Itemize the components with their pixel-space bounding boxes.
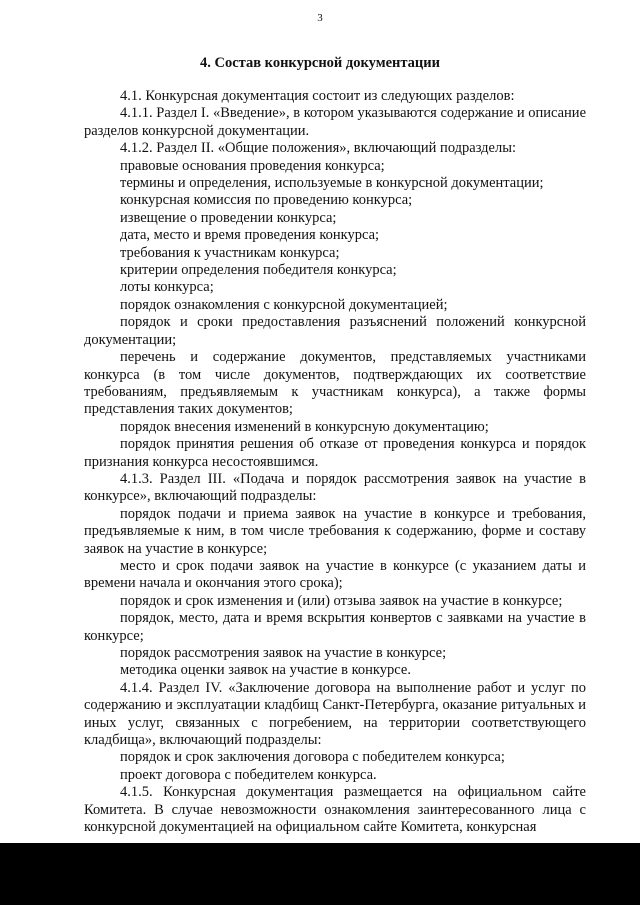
list-item: конкурсная комиссия по проведению конкурса; (120, 192, 413, 209)
list-item: правовые основания проведения конкурса; (120, 157, 385, 174)
list-item: перечень и содержание документов, представляемых участниками конкурса (в том числе документов, подтверждающих их соответствие требованиям, предъявляемым к участникам конкурса), а также формы представления таких документов; (84, 349, 586, 418)
list-item: порядок и срок изменения и (или) отзыва заявок на участие в конкурсе; (120, 592, 563, 609)
list-item: проект договора с победителем конкурса. (120, 766, 377, 783)
list-item: методика оценки заявок на участие в конкурсе. (120, 662, 411, 679)
scan-bottom-edge (0, 843, 640, 905)
list-item: порядок и сроки предоставления разъяснений положений конкурсной документации; (84, 314, 586, 348)
page-number: 3 (317, 12, 323, 24)
document-body (84, 88, 586, 836)
list-item: место и срок подачи заявок на участие в конкурсе (с указанием даты и времени начала и окончания этого срока); (84, 557, 586, 592)
section-heading: 4. Состав конкурсной документации (200, 55, 440, 71)
paragraph-4-1: 4.1. Конкурсная документация состоит из следующих разделов: (120, 88, 515, 104)
list-item: извещение о проведении конкурса; (120, 209, 337, 226)
paragraph-4-1-5: 4.1.5. Конкурсная документация размещается на официальном сайте Комитета. В случае невозможности ознакомления заинтересованного лица с конкурсной документацией на официальном сайте Комитета, конкурсная (84, 784, 586, 836)
list-item: порядок подачи и приема заявок на участие в конкурсе и требования, предъявляемые к ним, в том числе требования к содержанию, форме и составу заявок на участие в конкурсе; (84, 505, 586, 557)
list-item: порядок внесения изменений в конкурсную документацию; (120, 418, 489, 435)
list-item: критерии определения победителя конкурса; (120, 262, 397, 279)
list-item: лоты конкурса; (120, 279, 214, 296)
list-item: порядок, место, дата и время вскрытия конвертов с заявками на участие в конкурсе; (84, 610, 586, 644)
paragraph-4-1-2: 4.1.2. Раздел II. «Общие положения», включающий подразделы: (120, 140, 516, 157)
paragraph-4-1-3: 4.1.3. Раздел III. «Подача и порядок рассмотрения заявок на участие в конкурсе», включающий подразделы: (84, 470, 586, 505)
list-item: порядок ознакомления с конкурсной документацией; (120, 296, 448, 313)
paragraph-4-1-1: 4.1.1. Раздел I. «Введение», в котором указываются содержание и описание разделов конкурсной документации. (84, 105, 586, 139)
list-item: порядок рассмотрения заявок на участие в конкурсе; (120, 645, 447, 661)
list-item: термины и определения, используемые в конкурсной документации; (120, 175, 544, 192)
list-item: требования к участникам конкурса; (120, 244, 340, 261)
list-item: порядок и срок заключения договора с победителем конкурса; (120, 749, 505, 766)
list-item: дата, место и время проведения конкурса; (120, 227, 380, 244)
paragraph-4-1-4: 4.1.4. Раздел IV. «Заключение договора на выполнение работ и услуг по содержанию и эксплуатации кладбищ Санкт-Петербурга, оказание ритуальных и иных услуг, связанных с погребением, на территории соответствующего кладбища», включающий подразделы: (84, 679, 586, 749)
list-item: порядок принятия решения об отказе от проведения конкурса и порядок признания конкурса несостоявшимся. (84, 436, 586, 470)
